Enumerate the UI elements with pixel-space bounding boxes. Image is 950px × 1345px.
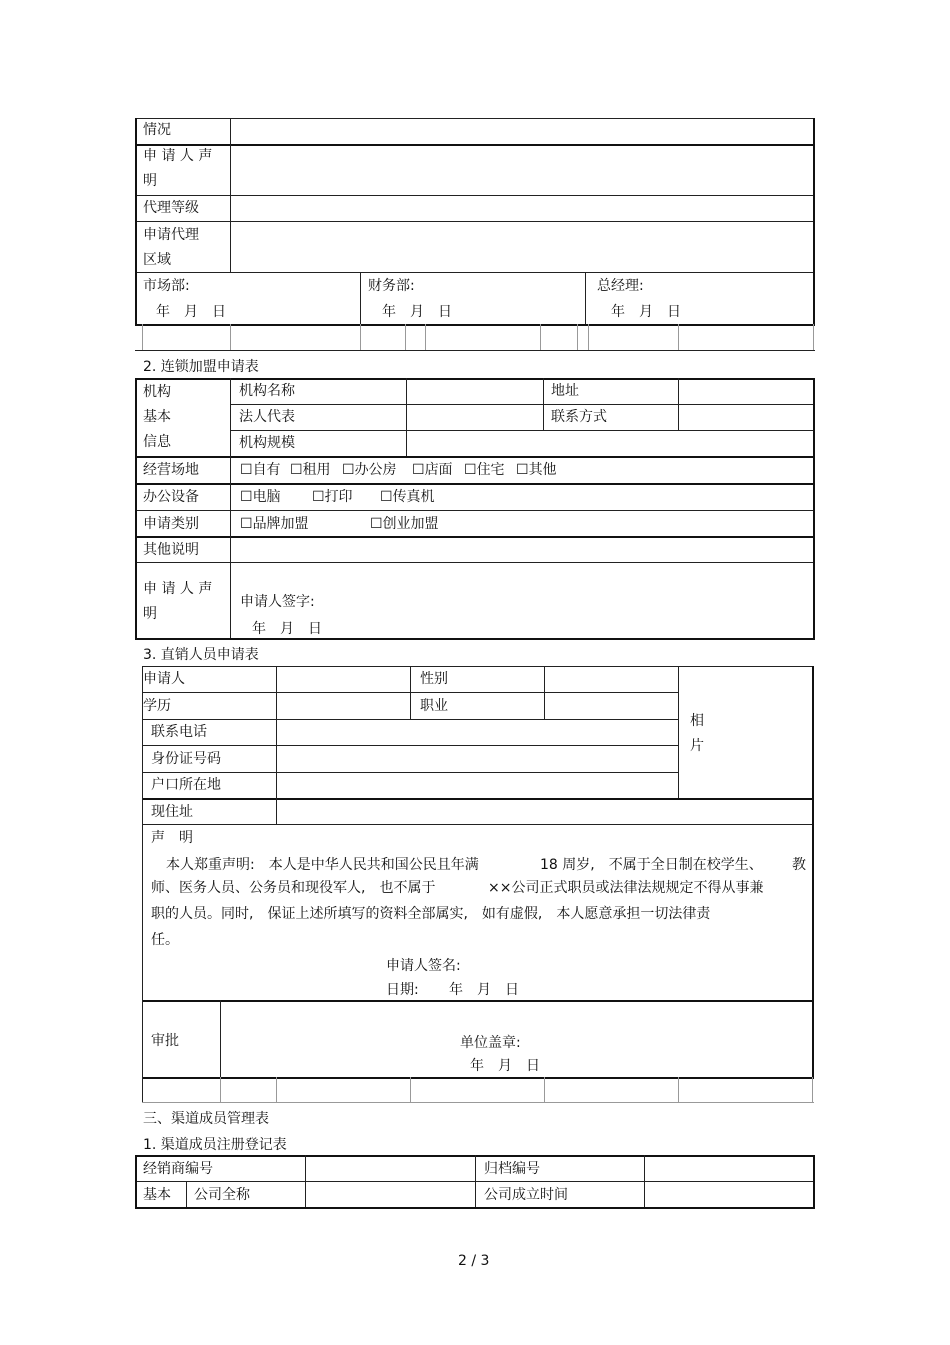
franchise-heading: 2. 连锁加盟申请表	[143, 359, 259, 375]
statement-text: 师、医务人员、公务员和现役军人, 也不属于	[151, 880, 436, 896]
contact-label: 联系方式	[551, 409, 607, 425]
org-basic-label-line1: 机构	[143, 384, 171, 400]
applicant-sign-label: 申请人签名:	[386, 958, 461, 974]
venue-option[interactable]: ☐办公房	[342, 462, 397, 478]
market-dept-date: 年 月 日	[156, 304, 226, 320]
equipment-option[interactable]: ☐传真机	[380, 489, 435, 505]
category-option[interactable]: ☐创业加盟	[370, 516, 439, 532]
channel-registration-heading: 1. 渠道成员注册登记表	[143, 1137, 287, 1153]
equipment-option[interactable]: ☐打印	[312, 489, 353, 505]
company-full-name-label: 公司全称	[194, 1187, 250, 1203]
statement-text: 职的人员。同时, 保证上述所填写的资料全部属实, 如有虚假, 本人愿意承担一切法律责	[151, 906, 711, 922]
venue-option[interactable]: ☐租用	[290, 462, 331, 478]
general-manager-date: 年 月 日	[611, 304, 681, 320]
channel-management-heading: 三、渠道成员管理表	[143, 1111, 269, 1127]
venue-option[interactable]: ☐其他	[516, 462, 557, 478]
venue-option[interactable]: ☐自有	[240, 462, 281, 478]
direct-sales-heading: 3. 直销人员申请表	[143, 647, 259, 663]
statement-title: 声 明	[151, 830, 193, 846]
finance-dept-sign: 财务部:	[368, 278, 415, 294]
applicant-signature-label: 申请人签字:	[240, 594, 315, 610]
dealer-number-label: 经销商编号	[143, 1161, 213, 1177]
hukou-label: 户口所在地	[151, 777, 221, 793]
unit-seal-label: 单位盖章:	[460, 1035, 521, 1051]
sign-date: 年 月 日	[449, 982, 519, 998]
current-address-label: 现住址	[151, 804, 193, 820]
gender-label: 性别	[420, 671, 448, 687]
seal-date: 年 月 日	[470, 1058, 540, 1074]
declaration-label-line2: 明	[143, 173, 157, 189]
equipment-label: 办公设备	[143, 489, 199, 505]
venue-label: 经营场地	[143, 462, 199, 478]
org-name-label: 机构名称	[239, 383, 295, 399]
legal-rep-label: 法人代表	[239, 409, 295, 425]
general-manager-sign: 总经理:	[597, 278, 644, 294]
applicant-declaration-line1: 申 请 人 声	[143, 581, 213, 597]
situation-label: 情况	[143, 122, 171, 138]
declaration-label-line1: 申 请 人 声	[143, 148, 213, 164]
statement-text: 本人郑重声明: 本人是中华人民共和国公民且年满	[166, 857, 479, 873]
photo-label-line2: 片	[690, 738, 704, 754]
org-basic-label-line3: 信息	[143, 434, 171, 450]
statement-text: 18 周岁, 不属于全日制在校学生、	[540, 857, 763, 873]
statement-text: 教	[792, 857, 806, 873]
finance-dept-date: 年 月 日	[382, 304, 452, 320]
category-option[interactable]: ☐品牌加盟	[240, 516, 309, 532]
date-label: 日期:	[386, 982, 419, 998]
approval-label: 审批	[151, 1033, 179, 1049]
agent-area-label-line2: 区域	[143, 252, 171, 268]
org-scale-label: 机构规模	[239, 435, 295, 451]
company-founded-label: 公司成立时间	[484, 1187, 568, 1203]
statement-text: ××公司正式职员或法律法规规定不得从事兼	[488, 880, 764, 896]
org-basic-label-line2: 基本	[143, 409, 171, 425]
basic-label: 基本	[143, 1187, 171, 1203]
agent-area-label-line1: 申请代理	[143, 227, 199, 243]
photo-label-line1: 相	[690, 713, 704, 729]
agent-level-label: 代理等级	[143, 200, 199, 216]
category-label: 申请类别	[143, 516, 199, 532]
statement-text: 任。	[151, 932, 179, 948]
page-number: 2 / 3	[458, 1253, 490, 1269]
phone-label: 联系电话	[151, 724, 207, 740]
venue-option[interactable]: ☐住宅	[464, 462, 505, 478]
venue-option[interactable]: ☐店面	[412, 462, 453, 478]
archive-number-label: 归档编号	[484, 1161, 540, 1177]
occupation-label: 职业	[420, 698, 448, 714]
applicant-label: 申请人	[143, 671, 185, 687]
equipment-option[interactable]: ☐电脑	[240, 489, 281, 505]
signature-date: 年 月 日	[252, 621, 322, 637]
market-dept-sign: 市场部:	[143, 278, 190, 294]
applicant-declaration-line2: 明	[143, 606, 157, 622]
education-label: 学历	[143, 698, 171, 714]
id-number-label: 身份证号码	[151, 751, 221, 767]
address-label: 地址	[551, 383, 579, 399]
other-notes-label: 其他说明	[143, 542, 199, 558]
